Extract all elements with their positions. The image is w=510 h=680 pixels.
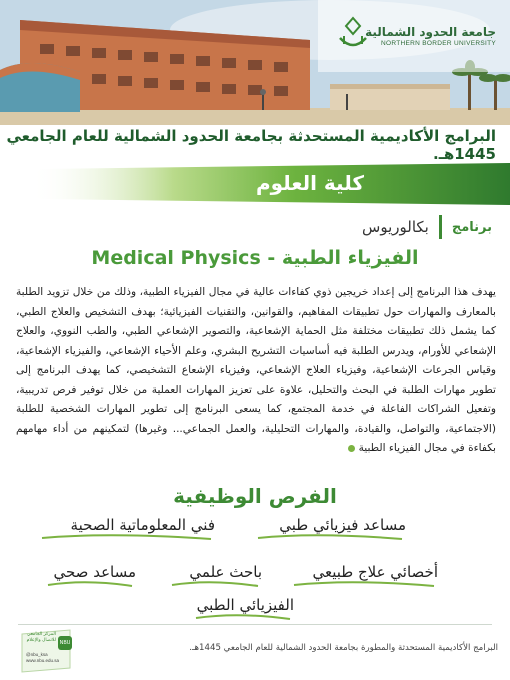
job-title: مساعد صحي: [53, 563, 136, 581]
job-title: فني المعلوماتية الصحية: [70, 516, 215, 534]
college-banner: [0, 163, 510, 205]
bullet-dot-icon: [348, 445, 355, 452]
underline-swash-icon: [292, 577, 438, 589]
job-title: الفيزيائي الطبي: [196, 596, 294, 614]
underline-swash-icon: [40, 530, 215, 542]
program-divider: [439, 215, 442, 239]
university-name-ar: جامعة الحدود الشمالية: [365, 25, 496, 40]
media-center-name: المركز الجامعي للاتصال والإعلام: [26, 632, 56, 643]
job-item: [256, 516, 406, 540]
major-title: الفيزياء الطبية - Medical Physics: [91, 247, 419, 269]
job-item: [40, 516, 215, 540]
program-description: [16, 283, 496, 459]
program-label: برنامج: [451, 219, 492, 235]
program-row: [362, 214, 492, 240]
career-opportunities-title: الفرص الوظيفية: [173, 484, 337, 508]
program-degree: بكالوريوس: [362, 218, 429, 236]
social-handle: @nbu_ksa: [26, 652, 48, 657]
footer-divider: [18, 624, 492, 625]
underline-swash-icon: [46, 577, 136, 589]
underline-swash-icon: [194, 610, 294, 622]
university-emblem-icon: [336, 14, 370, 54]
university-name-en: NORTHERN BORDER UNIVERSITY: [381, 40, 496, 48]
page-title-bar: [0, 127, 510, 163]
underline-swash-icon: [256, 530, 406, 542]
description-text: يهدف هذا البرنامج إلى إعداد خريجين ذوي كفاءات عالية في مجال الفيزياء الطبية، وذلك من خلال تزويد الطلبة بالمعارف والمهارات حول تطبيقات المفاهيم، والقوانين، والتقنيات الفيزيائية؛ بهدف التشخيص والعلاج الطبي، كما يشمل ذلك تطبيقات مختلفة مثل الحماية الإشعاعية، والتصوير الإشعاعي الطبي، والطب النووي، والعلاج الإشعاعي للأورام، ويدرس الطلبة فيه أساسيات التشريح البشري، وعلم الأحياء الإشعاعي، والفيزياء الإشعاعية، وقياس الجرعات الإشعاعية، وفيزياء العلاج الإشعاعي، وفيزياء الإشعاع التشخيصي، كما يهدف البرنامج إلى تطوير مهارات الطلبة في البحث والتحليل، علاوة على تعزيز المهارات العملية من خلال توفير فرص تدريبية، وتفعيل الشراكات الفاعلة في خدمة المجتمع، كما يسعى البرنامج إلى تطوير المهارات الشخصية للطلبة (الاجتماعية، والتواصل، والقيادة، والمهارات التحليلية، والعمل الجماعي... وغيرها) لتمكينهم من أداء مهامهم بكفاءة في مجال الفيزياء الطبية: [16, 286, 496, 454]
job-title: أخصائي علاج طبيعي: [312, 563, 438, 581]
underline-swash-icon: [170, 577, 262, 589]
job-title: باحث علمي: [189, 563, 262, 581]
job-item: [194, 596, 294, 620]
page-title: البرامج الأكاديمية المستحدثة بجامعة الحدود الشمالية للعام الجامعي 1445هـ.: [6, 127, 496, 163]
college-name: كلية العلوم: [255, 171, 365, 195]
footer-caption: البرامج الأكاديمية المستحدثة والمطورة بجامعة الحدود الشمالية للعام الجامعي 1445هـ.: [189, 643, 498, 653]
campus-photo-banner: [0, 0, 510, 125]
job-title: مساعد فيزيائي طبي: [279, 516, 406, 534]
website-url: www.nbu.edu.sa: [26, 658, 60, 663]
job-item: [170, 563, 262, 587]
job-item: [292, 563, 438, 587]
job-item: [46, 563, 136, 587]
university-logo: [336, 14, 496, 60]
nbu-logo: NBU: [58, 636, 72, 650]
